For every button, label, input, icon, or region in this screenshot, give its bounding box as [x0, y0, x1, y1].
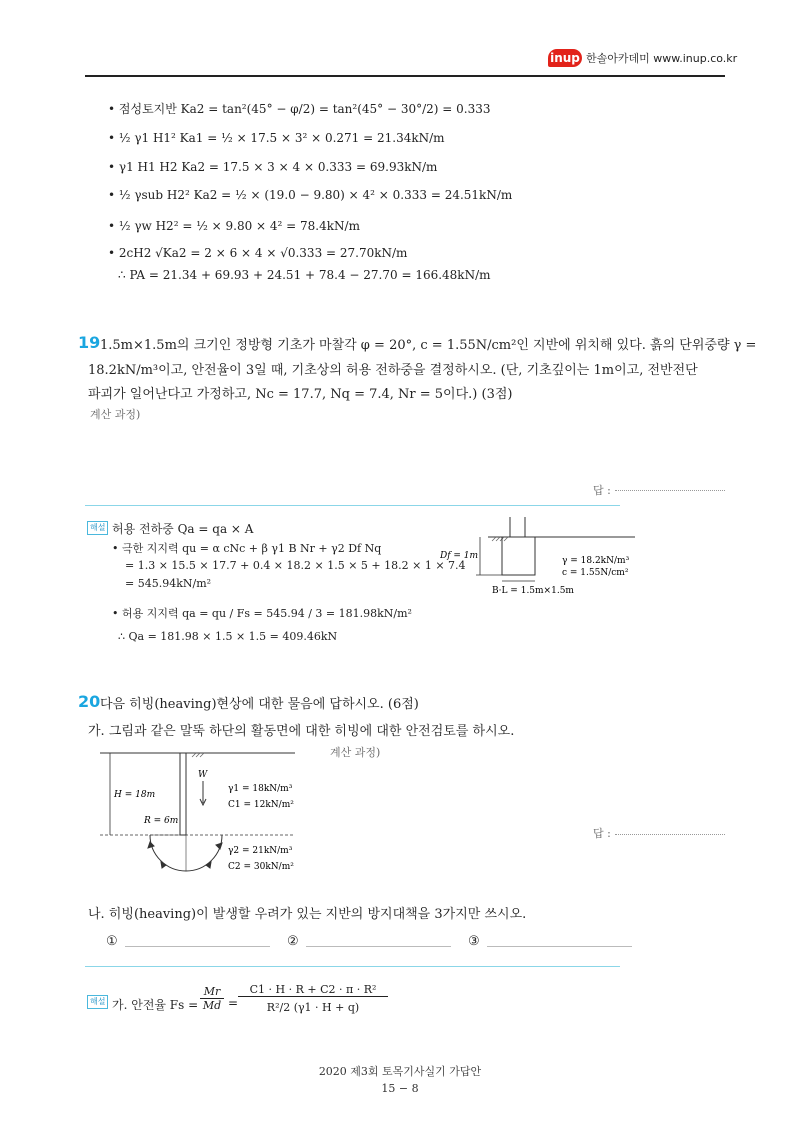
q20-sol-prefix: 가. 안전율 Fs =	[112, 998, 199, 1012]
prev-line-6: • 2cH2 √Ka2 = 2 × 6 × 4 × √0.333 = 27.70kN/m	[108, 246, 408, 260]
q19-sol-6: ∴ Qa = 181.98 × 1.5 × 1.5 = 409.46kN	[118, 630, 338, 643]
footing-gamma-label: γ = 18.2kN/m³	[562, 556, 630, 566]
q20-frac1-num: Mr	[203, 985, 221, 998]
footing-df-label: Df = 1m	[440, 551, 479, 561]
heaving-c2-label: C2 = 30kN/m²	[228, 862, 294, 872]
q20-circle-2: ②	[287, 934, 299, 949]
prev-line-4: • ½ γsub H2² Ka2 = ½ × (19.0 − 9.80) × 4² × 0.333 = 24.51kN/m	[108, 188, 513, 202]
q20-answer-1-line[interactable]	[125, 946, 270, 947]
heaving-w-label: W	[198, 770, 208, 780]
q20-circle-3: ③	[468, 934, 480, 949]
q19-sol-3: = 1.3 × 15.5 × 17.7 + 0.4 × 18.2 × 1.5 × 5 + 18.2 × 1 × 7.4	[125, 559, 466, 572]
heaving-g2-label: γ2 = 21kN/m³	[228, 846, 293, 856]
q20-part-b: 나. 히빙(heaving)이 발생할 우려가 있는 지반의 방지대책을 3가지만 쓰시오.	[88, 907, 527, 922]
q20-answer-2-line[interactable]	[306, 946, 451, 947]
q19-sol-1: 허용 전하중 Qa = qa × A	[112, 522, 254, 536]
q19-sol-4: = 545.94kN/m²	[125, 577, 212, 590]
q19-answer-label: 답 :	[593, 484, 611, 497]
q20-line-1: 다음 히빙(heaving)현상에 대한 물음에 답하시오. (6점)	[100, 697, 419, 712]
q20-answer-label: 답 :	[593, 827, 611, 840]
q20-frac2-num: C1 · H · R + C2 · π · R²	[249, 983, 377, 996]
prev-line-5: • ½ γw H2² = ½ × 9.80 × 4² = 78.4kN/m	[108, 219, 360, 233]
q19-number: 19	[78, 333, 101, 352]
prev-line-1: • 점성토지반 Ka2 = tan²(45° − φ/2) = tan²(45° − 30°/2) = 0.333	[108, 102, 491, 116]
q19-line-1: 1.5m×1.5m의 크기인 정방형 기초가 마찰각 φ = 20°, c = 1.55N/cm²인 지반에 위치해 있다. 흙의 단위중량 γ =	[100, 338, 757, 353]
heaving-r-label: R = 6m	[144, 816, 179, 826]
q20-part-a: 가. 그림과 같은 말뚝 하단의 활동면에 대한 히빙에 대한 안전검토를 하시오.	[88, 724, 515, 739]
q19-divider	[85, 505, 620, 506]
q20-calc-label: 계산 과정)	[330, 746, 381, 759]
brand-text: 한솔아카데미 www.inup.co.kr	[586, 52, 738, 65]
heaving-c1-label: C1 = 12kN/m²	[228, 800, 294, 810]
q20-divider	[85, 966, 620, 967]
q19-sol-5: • 허용 지지력 qa = qu / Fs = 545.94 / 3 = 181.98kN/m²	[112, 607, 412, 620]
q20-number: 20	[78, 692, 101, 711]
brand-logo: inup	[548, 49, 582, 67]
prev-line-7: ∴ PA = 21.34 + 69.93 + 24.51 + 78.4 − 27.70 = 166.48kN/m	[118, 268, 491, 282]
q20-frac1-den: Md	[200, 998, 224, 1012]
q19-answer-line[interactable]	[615, 490, 725, 491]
footing-figure	[440, 515, 640, 600]
q19-solution-badge: 해설	[87, 521, 108, 535]
q20-frac2	[238, 983, 388, 1014]
footing-c-label: c = 1.55N/cm²	[562, 568, 629, 578]
q20-solution-badge: 해설	[87, 995, 108, 1009]
footer-page: 15 − 8	[381, 1082, 419, 1095]
q19-line-2: 18.2kN/m³이고, 안전율이 3일 때, 기초상의 허용 전하중을 결정하시오. (단, 기초깊이는 1m이고, 전반전단	[88, 363, 698, 378]
footing-bl-label: B·L = 1.5m×1.5m	[492, 586, 574, 596]
footer-title: 2020 제3회 토목기사실기 가답안	[318, 1065, 482, 1078]
q20-equals: =	[228, 996, 239, 1010]
q20-answer-3-line[interactable]	[487, 946, 632, 947]
q20-answer-line[interactable]	[615, 834, 725, 835]
q20-frac2-den: R²/2 (γ1 · H + q)	[238, 996, 388, 1014]
heaving-figure	[100, 745, 320, 885]
q19-line-3: 파괴가 일어난다고 가정하고, Nc = 17.7, Nq = 7.4, Nr = 5이다.) (3점)	[88, 387, 513, 402]
q20-circle-1: ①	[106, 934, 118, 949]
prev-line-3: • γ1 H1 H2 Ka2 = 17.5 × 3 × 4 × 0.333 = 69.93kN/m	[108, 160, 438, 174]
q19-sol-2: • 극한 지지력 qu = α cNc + β γ1 B Nr + γ2 Df Nq	[112, 542, 382, 555]
heaving-g1-label: γ1 = 18kN/m³	[228, 784, 293, 794]
prev-line-2: • ½ γ1 H1² Ka1 = ½ × 17.5 × 3² × 0.271 = 21.34kN/m	[108, 131, 445, 145]
header-rule	[85, 75, 725, 77]
q19-calc-label: 계산 과정)	[90, 408, 141, 421]
q20-frac1	[200, 985, 224, 1012]
heaving-h-label: H = 18m	[114, 790, 156, 800]
